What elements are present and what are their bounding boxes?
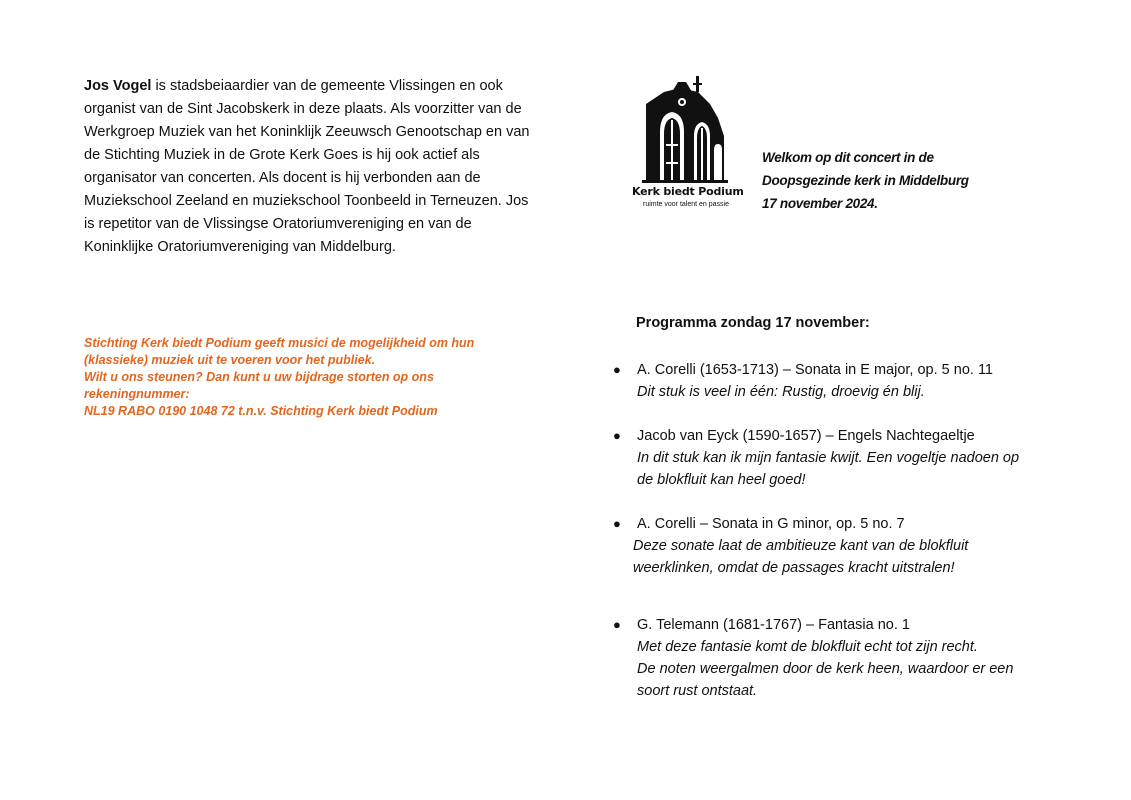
support-line: Stichting Kerk biedt Podium geeft musici de mogelijkheid om hun: [84, 336, 475, 350]
logo-title: Kerk biedt Podium: [632, 185, 744, 198]
program-item-desc: de blokfluit kan heel goed!: [637, 472, 806, 488]
program-item-desc: In dit stuk kan ik mijn fantasie kwijt. Een vogeltje nadoen op: [637, 450, 1020, 466]
program-item-desc: Dit stuk is veel in één: Rustig, droevig én blij.: [637, 384, 925, 400]
support-line: (klassieke) muziek uit te voeren voor het publiek.: [84, 353, 376, 367]
bio-name: Jos Vogel: [84, 78, 152, 94]
program-item: [613, 425, 1019, 491]
bullet-icon: ●: [613, 617, 621, 632]
bio-line: [84, 75, 554, 98]
support-account-line: NL19 RABO 0190 1048 72 t.n.v. Stichting Kerk biedt Podium: [84, 404, 438, 418]
program-item-title: Jacob van Eyck (1590-1657) – Engels Nachtegaeltje: [637, 428, 975, 444]
welcome-line: Doopsgezinde kerk in Middelburg: [762, 173, 969, 188]
program-item: [613, 614, 1013, 702]
church-icon: [632, 74, 740, 184]
program-item-desc: De noten weergalmen door de kerk heen, waardoor er een: [637, 661, 1014, 677]
bio-line: Werkgroep Muziek van het Koninklijk Zeeuwsch Genootschap en van: [84, 124, 530, 140]
support-note: [84, 335, 524, 420]
bio-paragraph: [84, 75, 554, 259]
welcome-line: 17 november 2024.: [762, 196, 878, 211]
program-item-title: G. Telemann (1681-1767) – Fantasia no. 1: [637, 617, 910, 633]
bio-line: organist van de Sint Jacobskerk in deze plaats. Als voorzitter van de: [84, 101, 522, 117]
bio-line: is repetitor van de Vlissingse Oratoriumvereniging en van de: [84, 216, 472, 232]
welcome-message: [762, 146, 969, 215]
program-item-title: A. Corelli – Sonata in G minor, op. 5 no. 7: [637, 516, 905, 532]
program-item-desc: weerklinken, omdat de passages kracht uitstralen!: [633, 560, 955, 576]
support-line: Wilt u ons steunen? Dan kunt u uw bijdrage storten op ons: [84, 370, 434, 384]
bio-line-text: is stadsbeiaardier van de gemeente Vlissingen en ook: [151, 78, 503, 94]
welcome-line: Welkom op dit concert in de: [762, 150, 934, 165]
bullet-icon: ●: [613, 362, 621, 377]
bullet-icon: ●: [613, 428, 621, 443]
program-item-desc: Deze sonate laat de ambitieuze kant van de blokfluit: [633, 538, 969, 554]
bullet-icon: ●: [613, 516, 621, 531]
kerk-biedt-podium-logo: [632, 74, 744, 214]
logo-subtitle: ruimte voor talent en passie: [643, 201, 729, 208]
program-item-desc: Met deze fantasie komt de blokfluit echt tot zijn recht.: [637, 639, 978, 655]
program-item: [613, 359, 993, 403]
program-heading: Programma zondag 17 november:: [636, 315, 870, 331]
program-item-title: A. Corelli (1653-1713) – Sonata in E major, op. 5 no. 11: [637, 362, 994, 378]
program-item: [613, 513, 968, 579]
bio-line: de Stichting Muziek in de Grote Kerk Goes is hij ook actief als: [84, 147, 480, 163]
bio-line: Koninklijke Oratoriumvereniging van Middelburg.: [84, 239, 396, 255]
program-item-desc: soort rust ontstaat.: [637, 683, 758, 699]
bio-line: organisator van concerten. Als docent is hij verbonden aan de: [84, 170, 481, 186]
support-line: rekeningnummer:: [84, 387, 190, 401]
bio-line: Muziekschool Zeeland en muziekschool Toonbeeld in Terneuzen. Jos: [84, 193, 529, 209]
